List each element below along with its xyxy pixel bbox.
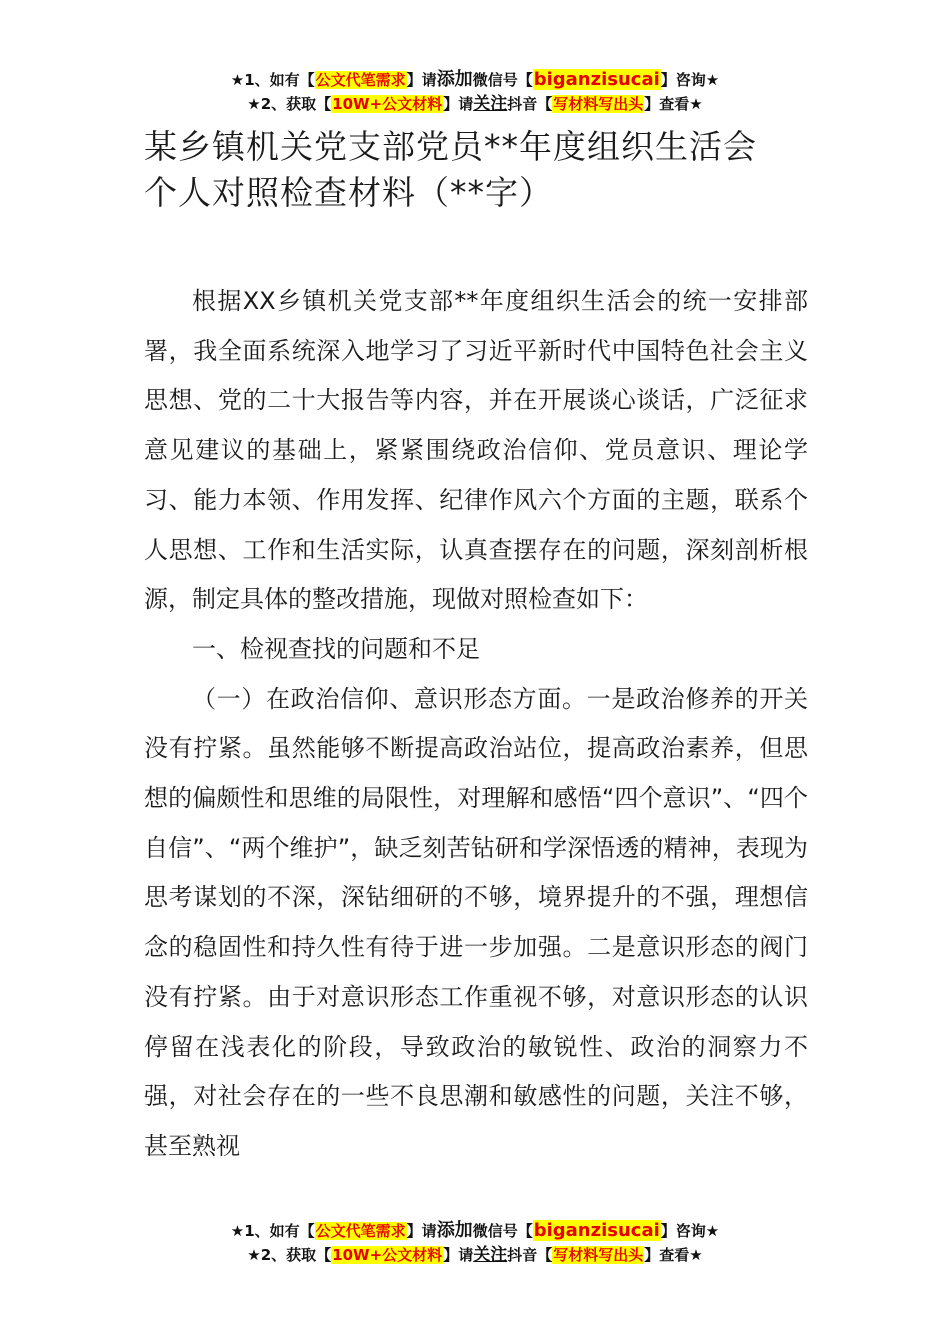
promo-highlight: 10W+公文材料 bbox=[332, 95, 443, 113]
bottom-promo-banner bbox=[0, 1219, 950, 1267]
top-promo-banner bbox=[0, 68, 950, 116]
document-title bbox=[144, 124, 824, 216]
wechat-id-highlight: biganzisucai bbox=[533, 69, 660, 90]
section-heading: 一、检视查找的问题和不足 bbox=[192, 634, 480, 663]
promo-line-1: ★1、如有【公文代笔需求】请添加微信号【biganzisucai】咨询★ bbox=[230, 1220, 720, 1241]
promo-line-1: ★1、如有【公文代笔需求】请添加微信号【biganzisucai】咨询★ bbox=[230, 69, 720, 90]
title-line-1: 某乡镇机关党支部党员**年度组织生活会 bbox=[144, 127, 757, 166]
document-body-viewport bbox=[0, 277, 950, 1212]
promo-highlight: 公文代笔需求 bbox=[315, 1222, 406, 1240]
promo-line-2: ★2、获取【10W+公文材料】请关注抖音【写材料写出头】查看★ bbox=[247, 1245, 703, 1265]
wechat-id-highlight: biganzisucai bbox=[533, 1220, 660, 1241]
title-line-2: 个人对照检查材料（**字） bbox=[144, 173, 553, 212]
document-body bbox=[144, 277, 808, 1172]
promo-highlight: 公文代笔需求 bbox=[315, 71, 406, 89]
douyin-id-highlight: 写材料写出头 bbox=[553, 1246, 644, 1264]
douyin-id-highlight: 写材料写出头 bbox=[553, 95, 644, 113]
intro-paragraph: 根据XX乡镇机关党支部**年度组织生活会的统一安排部署，我全面系统深入地学习了习近平新时代中国特色社会主义思想、党的二十大报告等内容，并在开展谈心谈话，广泛征求意见建议的基础上，紧紧围绕政治信仰、党员意识、理论学习、能力本领、作用发挥、纪律作风六个方面的主题，联系个人思想、工作和生活实际，认真查摆存在的问题，深刻剖析根源，制定具体的整改措施，现做对照检查如下： bbox=[144, 287, 808, 614]
promo-highlight: 10W+公文材料 bbox=[332, 1246, 443, 1264]
promo-line-2: ★2、获取【10W+公文材料】请关注抖音【写材料写出头】查看★ bbox=[247, 94, 703, 114]
section-paragraph: （一）在政治信仰、意识形态方面。一是政治修养的开关没有拧紧。虽然能够不断提高政治站位，提高政治素养，但思想的偏颇性和思维的局限性，对理解和感悟“四个意识”、“四个自信”、“两个维护”，缺乏刻苦钻研和学深悟透的精神，表现为思考谋划的不深，深钻细研的不够，境界提升的不强，理想信念的稳固性和持久性有待于进一步加强。二是意识形态的阀门没有拧紧。由于对意识形态工作重视不够，对意识形态的认识停留在浅表化的阶段，导致政治的敏锐性、政治的洞察力不强，对社会存在的一些不良思潮和敏感性的问题，关注不够，甚至熟视 bbox=[144, 684, 808, 1160]
